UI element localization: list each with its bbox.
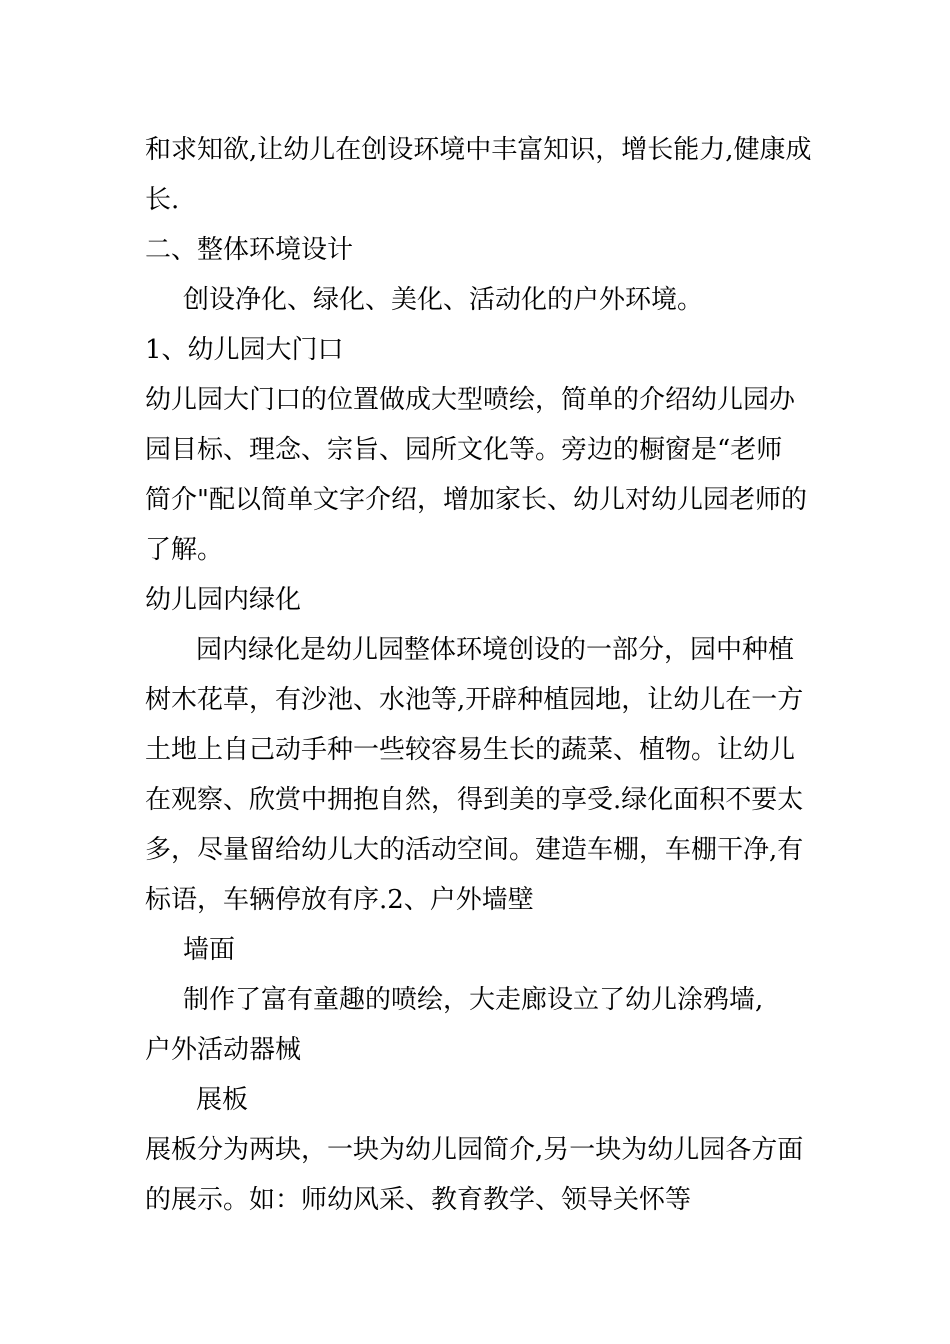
text-line: 制作了富有童趣的喷绘，大走廊设立了幼儿涂鸦墙,	[183, 985, 764, 1015]
subsection-heading: 幼儿园内绿化	[145, 585, 302, 615]
subsection-heading: 展板	[196, 1085, 249, 1115]
text-line: 标语，车辆停放有序.2、户外墙壁	[145, 885, 534, 915]
text-line: 长.	[145, 185, 180, 215]
text-line: 的展示。如：师幼风采、教育教学、领导关怀等	[145, 1185, 692, 1215]
text-line: 树木花草，有沙池、水池等,开辟种植园地，让幼儿在一方	[145, 685, 804, 715]
text-line: 园目标、理念、宗旨、园所文化等。旁边的橱窗是“老师	[145, 435, 783, 465]
text-line: 多，尽量留给幼儿大的活动空间。建造车棚，车棚干净,有	[145, 835, 804, 865]
text-line: 展板分为两块，一块为幼儿园简介,另一块为幼儿园各方面	[145, 1135, 804, 1165]
text-line: 了解。	[145, 535, 224, 565]
text-line: 创设净化、绿化、美化、活动化的户外环境。	[183, 285, 704, 315]
subsection-heading: 户外活动器械	[145, 1035, 302, 1065]
text-line: 幼儿园大门口的位置做成大型喷绘，简单的介绍幼儿园办	[145, 385, 796, 415]
subsection-heading: 墙面	[183, 935, 236, 965]
text-line: 和求知欲,让幼儿在创设环境中丰富知识，增长能力,健康成	[145, 135, 812, 165]
section-heading: 二、整体环境设计	[145, 235, 354, 265]
subsection-heading: 1、幼儿园大门口	[145, 335, 344, 365]
text-line: 土地上自己动手种一些较容易生长的蔬菜、植物。让幼儿	[145, 735, 796, 765]
text-line: 园内绿化是幼儿园整体环境创设的一部分，园中种植	[196, 635, 795, 665]
text-line: 简介"配以简单文字介绍，增加家长、幼儿对幼儿园老师的	[145, 485, 807, 515]
text-line: 在观察、欣赏中拥抱自然，得到美的享受.绿化面积不要太	[145, 785, 804, 815]
